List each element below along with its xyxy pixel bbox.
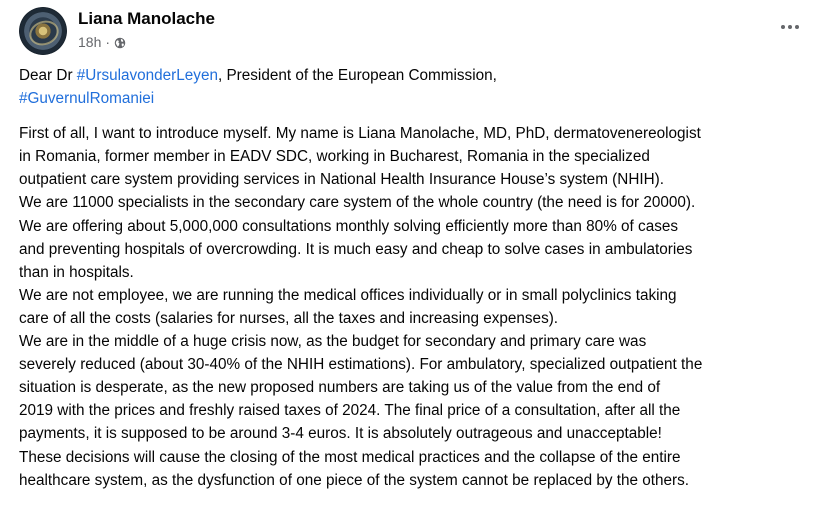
paragraph-line: We are in the middle of a huge crisis now, as the budget for secondary and primary care was (19, 333, 647, 351)
post-meta (78, 33, 126, 51)
paragraph-gap (19, 110, 809, 122)
paragraph-line: situation is desperate, as the new proposed numbers are taking us of the value from the end of (19, 379, 661, 397)
paragraph-line: 2019 with the prices and freshly raised taxes of 2024. The final price of a consultation, after all the (19, 402, 681, 420)
paragraph-line: We are not employee, we are running the medical offices individually or in small polyclinics taking (19, 286, 677, 304)
paragraph-line: and preventing hospitals of overcrowding. It is much easy and cheap to solve cases in ambulatories (19, 240, 693, 258)
more-horizontal-icon-dot (795, 25, 799, 29)
paragraph-line: outpatient care system providing services in National Health Insurance House’s system (NHIH). (19, 171, 665, 189)
paragraph-line: First of all, I want to introduce myself. My name is Liana Manolache, MD, PhD, dermatovenereologist (19, 125, 701, 143)
hashtag-link[interactable]: #GuvernulRomaniei (19, 90, 155, 108)
author-name[interactable]: Liana Manolache (78, 9, 215, 28)
globe-icon[interactable] (114, 36, 126, 48)
paragraph-line: We are 11000 specialists in the secondary care system of the whole country (the need is for 20000). (19, 194, 696, 212)
paragraph-line: severely reduced (about 30-40% of the NHIH estimations). For ambulatory, specialized outpatient the (19, 356, 703, 374)
more-options-button[interactable] (774, 15, 806, 39)
meta-separator: · (105, 34, 111, 50)
paragraph-line: healthcare system, as the dysfunction of one piece of the system cannot be replaced by the others. (19, 471, 690, 489)
more-horizontal-icon-dot (788, 25, 792, 29)
paragraph-line: than in hospitals. (19, 263, 134, 281)
paragraph-line: These decisions will cause the closing of the most medical practices and the collapse of the entire (19, 448, 681, 466)
avatar[interactable] (19, 7, 67, 55)
more-horizontal-icon-dot (781, 25, 785, 29)
post-body (19, 64, 809, 492)
paragraph-line: We are offering about 5,000,000 consultations monthly solving efficiently more than 80% of cases (19, 217, 679, 235)
hashtag-link[interactable]: #UrsulavonderLeyen (76, 67, 218, 84)
paragraph-line: care of all the costs (salaries for nurses, all the taxes and increasing expenses). (19, 309, 559, 327)
greeting-suffix: , President of the European Commission, (217, 67, 497, 84)
greeting-line-1 (19, 64, 809, 87)
greeting-line-2 (19, 87, 809, 110)
post-timestamp[interactable]: 18h (78, 34, 102, 50)
paragraph-line: payments, it is supposed to be around 3-4 euros. It is absolutely outrageous and unacceptable! (19, 425, 662, 443)
greeting-prefix: Dear Dr (19, 67, 77, 84)
paragraph-line: in Romania, former member in EADV SDC, working in Bucharest, Romania in the specialized (19, 148, 650, 166)
